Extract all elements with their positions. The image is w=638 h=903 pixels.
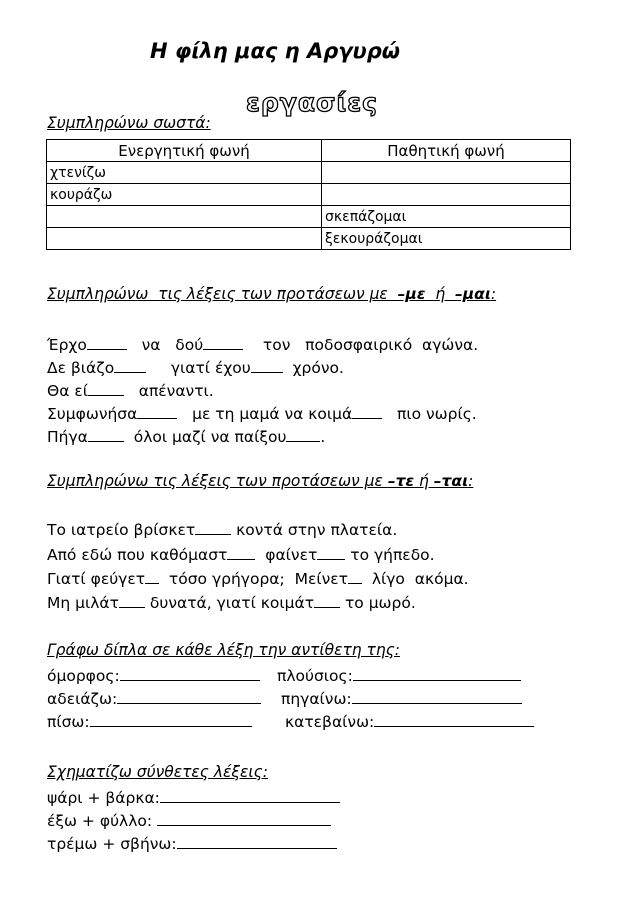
answer-blank[interactable] [203,336,243,350]
table-cell[interactable] [322,184,571,206]
compound-line [47,835,337,853]
answer-blank[interactable] [195,521,231,535]
opposite-left [47,667,260,685]
sentence-text: φαίνετ [255,546,318,564]
table-cell[interactable] [47,228,322,250]
voice-table [46,139,571,250]
answer-blank[interactable] [227,546,255,560]
answer-blank[interactable] [145,570,159,584]
heading-colon: : [490,285,497,303]
sentence-text: γιατί έχου [146,359,251,377]
word-label: πίσω: [47,713,90,731]
heading-suffix-te: –τε [387,472,415,490]
answer-blank[interactable] [286,428,320,442]
sentence-text: τον ποδοσφαιρικό αγώνα. [243,336,479,354]
heading-text: Συμπληρώνω τις λέξεις των προτάσεων με [47,285,398,303]
word-label: κατεβαίνω: [285,713,375,731]
heading-text: Συμπληρώνω τις λέξεις των προτάσεων με [47,472,388,490]
word-label: όμορφος: [47,667,120,685]
sentence-text: Πήγα [47,428,88,446]
answer-blank[interactable] [352,690,522,704]
sentence-text: χρόνο. [282,359,344,377]
table-header-active: Ενεργητική φωνή [47,140,322,162]
sentence-line [47,359,344,377]
section-heading-te-tai [47,472,473,490]
answer-blank[interactable] [87,336,127,350]
answer-blank[interactable] [352,405,382,419]
sentence-text: πιο νωρίς. [382,405,477,423]
sentence-line [47,570,469,588]
section-heading-me-mai [47,285,496,303]
opposite-right [285,713,534,731]
sentence-text: Έρχο [47,336,87,354]
sentence-text: να δού [126,336,204,354]
section-heading-compound: Σχηματίζω σύνθετες λέξεις: [47,763,268,781]
word-label: πλούσιος: [277,667,353,685]
sentence-line [47,405,477,423]
sentence-text: . [320,428,326,446]
sentence-text: απέναντι. [123,382,214,400]
section-heading-opposites: Γράφω δίπλα σε κάθε λέξη την αντίθετη της: [47,641,401,659]
compound-line [47,789,340,807]
table-row [47,206,571,228]
sentence-line [47,428,325,446]
sentence-text: τόσο γρήγορα; Μείνετ [159,570,348,588]
answer-blank[interactable] [348,570,362,584]
compound-prompt: ψάρι + βάρκα: [47,789,160,807]
table-cell: σκεπάζομαι [322,206,571,228]
answer-blank[interactable] [251,359,283,373]
opposite-left [47,713,252,731]
sentence-text: Το ιατρείο βρίσκετ [47,521,196,539]
answer-blank[interactable] [120,667,260,681]
section-heading-fill-table: Συμπληρώνω σωστά: [47,114,211,132]
sentence-text: με τη μαμά να κοιμά [177,405,353,423]
table-row [47,162,571,184]
sentence-line [47,382,214,400]
sentence-text: Μη μιλάτ [47,594,119,612]
heading-or: ή [414,472,434,490]
table-cell[interactable] [47,206,322,228]
answer-blank[interactable] [114,359,146,373]
compound-line [47,812,331,830]
answer-blank[interactable] [88,382,124,396]
heading-suffix-tai: –ται [433,472,469,490]
compound-prompt: τρέμω + σβήνω: [47,835,177,853]
answer-blank[interactable] [119,594,145,608]
answer-blank[interactable] [160,789,340,803]
heading-suffix-mai: –μαι [455,285,491,303]
sentence-line [47,521,397,539]
table-cell: ξεκουράζομαι [322,228,571,250]
sentence-line [47,594,416,612]
sentence-text: Συμφωνήσα [47,405,138,423]
page-title: Η φίλη μας η Αργυρώ [150,39,401,63]
table-header-row [47,140,571,162]
table-cell: κουράζω [47,184,322,206]
opposite-right [281,690,522,708]
sentence-text: Γιατί φεύγετ [47,570,146,588]
table-row [47,184,571,206]
table-header-passive: Παθητική φωνή [322,140,571,162]
word-label: αδειάζω: [47,690,118,708]
sentence-text: το μωρό. [340,594,416,612]
table-row [47,228,571,250]
opposite-right [277,667,521,685]
answer-blank[interactable] [117,690,261,704]
answer-blank[interactable] [157,812,331,826]
answer-blank[interactable] [137,405,177,419]
answer-blank[interactable] [88,428,124,442]
sentence-text: Θα εί [47,382,88,400]
compound-prompt: έξω + φύλλο: [47,812,158,830]
sentence-text: το γήπεδο. [345,546,435,564]
answer-blank[interactable] [90,713,252,727]
sentence-text: κοντά στην πλατεία. [231,521,398,539]
sentence-text: όλοι μαζί να παίξου [123,428,287,446]
heading-or: ή [425,285,456,303]
sentence-text: Από εδώ που καθόμαστ [47,546,228,564]
heading-suffix-me: –με [397,285,426,303]
table-cell[interactable] [322,162,571,184]
opposite-left [47,690,261,708]
sentence-text: δυνατά, γιατί κοιμάτ [144,594,315,612]
table-cell: χτενίζω [47,162,322,184]
answer-blank[interactable] [314,594,340,608]
sentence-text: Δε βιάζο [47,359,115,377]
sentence-line [47,336,478,354]
answer-blank[interactable] [353,667,521,681]
answer-blank[interactable] [177,835,337,849]
sentence-line [47,546,435,564]
heading-colon: : [468,472,474,490]
sentence-text: λίγο ακόμα. [361,570,469,588]
section-wordart-title: εργασίες [246,88,378,117]
word-label: πηγαίνω: [281,690,352,708]
answer-blank[interactable] [374,713,534,727]
answer-blank[interactable] [317,546,345,560]
